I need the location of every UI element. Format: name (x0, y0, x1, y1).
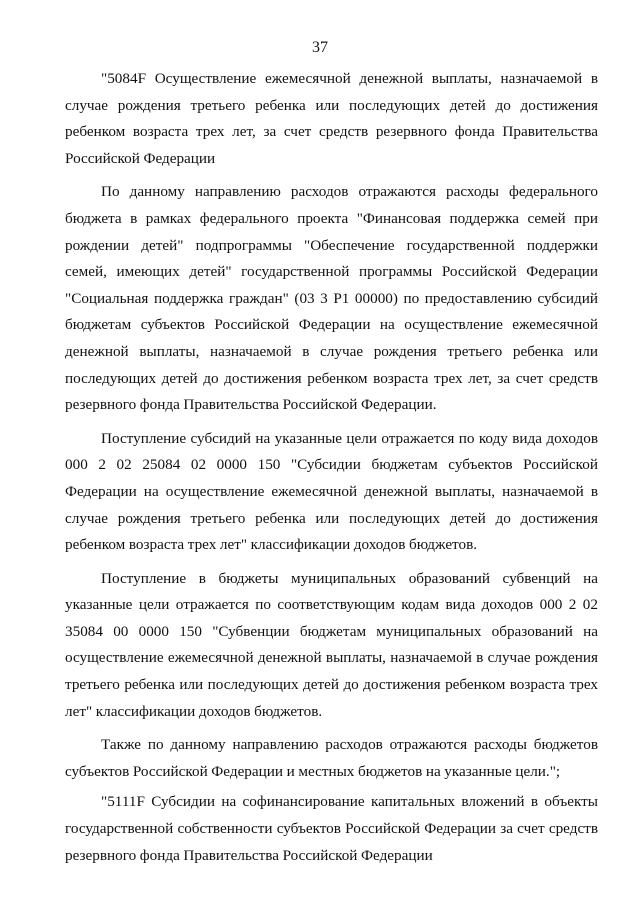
paragraph-5084f-heading: "5084F Осуществление ежемесячной денежной выплаты, назначаемой в случае рождения третьего ребенка или последующих детей до достижения ребенком возраста трех лет, за счет средств резервного фонда Правительства Российской Федерации (65, 70, 598, 167)
paragraph-5111f-heading: "5111F Субсидии на софинансирование капитальных вложений в объекты государственной собственности субъектов Российской Федерации за счет средств резервного фонда Правительства Российской Федерации (65, 793, 598, 864)
paragraph-subsidy-receipt: Поступление субсидий на указанные цели отражается по коду вида доходов 000 2 02 25084 02 0000 150 "Субсидии бюджетам субъектов Российской Федерации на осуществление ежемесячной денежной выплаты, назначаемой в случае рождения третьего ребенка или последующих детей до достижения ребенком возраста трех лет" классификации доходов бюджетов. (65, 429, 598, 554)
paragraph-subvention-receipt: Поступление в бюджеты муниципальных образований субвенций на указанные цели отражается по соответствующим кодам вида доходов 000 2 02 35084 00 0000 150 "Субвенции бюджетам муниципальных образований на осуществление ежемесячной денежной выплаты, назначаемой в случае рождения третьего ребенка или последующих детей до достижения ребенком возраста трех лет" классификации доходов бюджетов. (65, 569, 598, 720)
document-body (65, 66, 598, 876)
paragraph-federal-expenses: По данному направлению расходов отражаются расходы федерального бюджета в рамках федерального проекта "Финансовая поддержка семей при рождении детей" подпрограммы "Обеспечение государственной поддержки семей, имеющих детей" государственной программы Российской Федерации "Социальная поддержка граждан" (03 3 P1 00000) по предоставлению субсидий бюджетам субъектов Российской Федерации на осуществление ежемесячной денежной выплаты, назначаемой в случае рождения третьего ребенка или последующих детей до достижения ребенком возраста трех лет, за счет средств резервного фонда Правительства Российской Федерации. (65, 183, 598, 414)
page-number: 37 (312, 39, 328, 56)
paragraph-regional-local-expenses: Также по данному направлению расходов отражаются расходы бюджетов субъектов Российской Федерации и местных бюджетов на указанные цели."; (65, 736, 598, 780)
